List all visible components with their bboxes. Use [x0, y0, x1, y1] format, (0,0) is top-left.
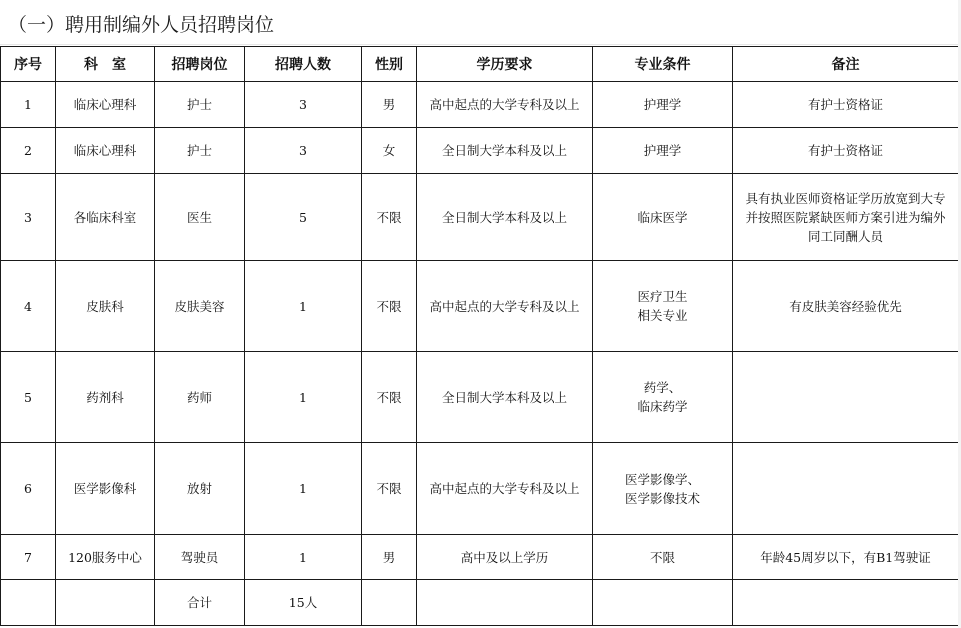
cell-gender[interactable]: 男	[362, 82, 417, 128]
cell-count[interactable]: 1	[245, 535, 362, 580]
total-label[interactable]: 合计	[155, 580, 245, 626]
total-cell-dept[interactable]	[56, 580, 155, 626]
total-cell-education[interactable]	[417, 580, 593, 626]
header-post[interactable]: 招聘岗位	[155, 47, 245, 82]
cell-count[interactable]: 1	[245, 352, 362, 443]
header-no[interactable]: 序号	[1, 47, 56, 82]
cell-no[interactable]: 7	[1, 535, 56, 580]
cell-count[interactable]: 5	[245, 174, 362, 261]
cell-no[interactable]: 4	[1, 261, 56, 352]
cell-count[interactable]: 1	[245, 443, 362, 535]
table-row	[1, 174, 959, 261]
total-cell-gender[interactable]	[362, 580, 417, 626]
cell-gender[interactable]: 不限	[362, 352, 417, 443]
recruitment-table	[0, 46, 959, 626]
cell-major[interactable]: 临床医学	[593, 174, 733, 261]
cell-major[interactable]: 医疗卫生 相关专业	[593, 261, 733, 352]
cell-gender[interactable]: 女	[362, 128, 417, 174]
cell-education[interactable]: 全日制大学本科及以上	[417, 128, 593, 174]
cell-remark[interactable]: 有护士资格证	[733, 128, 959, 174]
cell-major[interactable]: 医学影像学、 医学影像技术	[593, 443, 733, 535]
header-education[interactable]: 学历要求	[417, 47, 593, 82]
cell-count[interactable]: 3	[245, 82, 362, 128]
cell-gender[interactable]: 不限	[362, 443, 417, 535]
cell-post[interactable]: 皮肤美容	[155, 261, 245, 352]
cell-dept[interactable]: 皮肤科	[56, 261, 155, 352]
cell-no[interactable]: 1	[1, 82, 56, 128]
cell-no[interactable]: 2	[1, 128, 56, 174]
cell-major[interactable]: 药学、 临床药学	[593, 352, 733, 443]
cell-education[interactable]: 高中起点的大学专科及以上	[417, 82, 593, 128]
table-row	[1, 535, 959, 580]
header-row	[1, 47, 959, 82]
cell-no[interactable]: 6	[1, 443, 56, 535]
cell-education[interactable]: 全日制大学本科及以上	[417, 352, 593, 443]
table-row	[1, 261, 959, 352]
cell-gender[interactable]: 男	[362, 535, 417, 580]
total-row	[1, 580, 959, 626]
cell-education[interactable]: 高中及以上学历	[417, 535, 593, 580]
cell-dept[interactable]: 药剂科	[56, 352, 155, 443]
cell-remark[interactable]: 年龄45周岁以下，有B1驾驶证	[733, 535, 959, 580]
title-divider	[0, 44, 961, 45]
header-gender[interactable]: 性别	[362, 47, 417, 82]
cell-count[interactable]: 3	[245, 128, 362, 174]
cell-major[interactable]: 护理学	[593, 128, 733, 174]
cell-post[interactable]: 放射	[155, 443, 245, 535]
cell-post[interactable]: 护士	[155, 128, 245, 174]
total-cell-no[interactable]	[1, 580, 56, 626]
cell-dept[interactable]: 120服务中心	[56, 535, 155, 580]
cell-no[interactable]: 3	[1, 174, 56, 261]
cell-dept[interactable]: 临床心理科	[56, 128, 155, 174]
cell-post[interactable]: 医生	[155, 174, 245, 261]
header-dept[interactable]: 科 室	[56, 47, 155, 82]
table-row	[1, 128, 959, 174]
page-title: （一）聘用制编外人员招聘岗位	[8, 14, 275, 36]
table-row	[1, 82, 959, 128]
cell-no[interactable]: 5	[1, 352, 56, 443]
cell-gender[interactable]: 不限	[362, 261, 417, 352]
header-remark[interactable]: 备注	[733, 47, 959, 82]
cell-count[interactable]: 1	[245, 261, 362, 352]
cell-post[interactable]: 护士	[155, 82, 245, 128]
table-row	[1, 443, 959, 535]
cell-remark[interactable]: 有护士资格证	[733, 82, 959, 128]
cell-remark[interactable]	[733, 443, 959, 535]
cell-major[interactable]: 护理学	[593, 82, 733, 128]
cell-remark[interactable]	[733, 352, 959, 443]
cell-dept[interactable]: 各临床科室	[56, 174, 155, 261]
total-cell-major[interactable]	[593, 580, 733, 626]
cell-post[interactable]: 药师	[155, 352, 245, 443]
cell-education[interactable]: 高中起点的大学专科及以上	[417, 261, 593, 352]
cell-dept[interactable]: 医学影像科	[56, 443, 155, 535]
header-count[interactable]: 招聘人数	[245, 47, 362, 82]
cell-major[interactable]: 不限	[593, 535, 733, 580]
cell-education[interactable]: 高中起点的大学专科及以上	[417, 443, 593, 535]
table-row	[1, 352, 959, 443]
cell-post[interactable]: 驾驶员	[155, 535, 245, 580]
cell-remark[interactable]: 有皮肤美容经验优先	[733, 261, 959, 352]
total-cell-remark[interactable]	[733, 580, 959, 626]
cell-dept[interactable]: 临床心理科	[56, 82, 155, 128]
header-major[interactable]: 专业条件	[593, 47, 733, 82]
total-count[interactable]: 15人	[245, 580, 362, 626]
cell-gender[interactable]: 不限	[362, 174, 417, 261]
cell-remark[interactable]: 具有执业医师资格证学历放宽到大专 并按照医院紧缺医师方案引进为编外 同工同酬人员	[733, 174, 959, 261]
cell-education[interactable]: 全日制大学本科及以上	[417, 174, 593, 261]
